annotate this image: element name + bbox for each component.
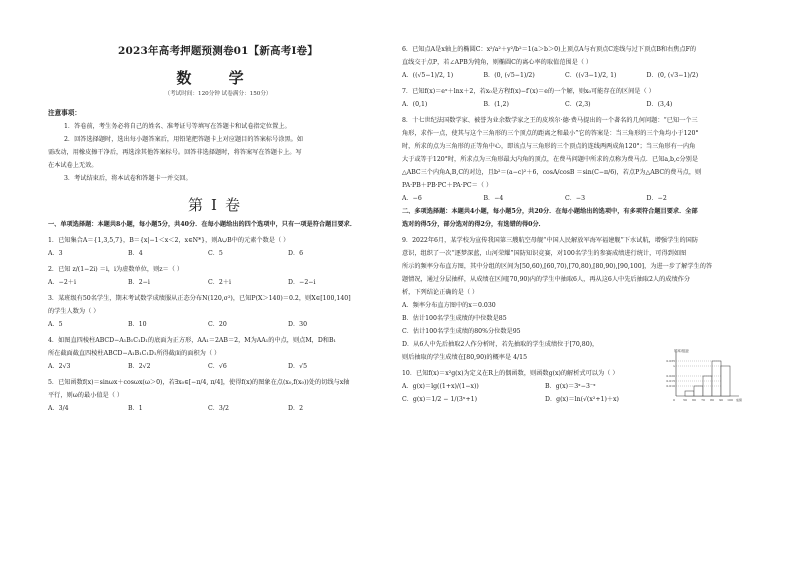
option: A．5 [48,321,63,328]
option: C．−3 [565,195,586,202]
x-tick-label: 100 [727,398,733,402]
option: C．估计100名学生成绩的80%分位数是95 [402,328,521,335]
option: B．4 [128,250,143,257]
options-row [402,192,748,205]
option: D．g(x)＝ln(√(x²+1)＋x) [545,396,619,403]
question-3 [48,292,388,331]
notice-item: 3．考试结束后，将本试卷和答题卡一并交回。 [64,175,192,182]
option: C．3/2 [208,405,229,412]
question-stem: 10．已知f(x)＝x²g(x)为定义在R上的偶函数，则函数g(x)的解析式可以为（ ） [402,370,619,377]
question-line: △ABC三个内角A,B,C的对边，且b²＝(a−c)²＋6，cosA/cosB ＝sin(C−π/6)，若点P为△ABC的费马点，则 [402,169,702,176]
question-6 [402,43,748,82]
x-tick-label: 90 [719,398,723,402]
option: B．−4 [483,195,504,202]
question-stem: 5．已知函数f(x)＝sinωx＋cosωx(ω＞0)，若∃x₀∈[−π/4, π/4]，使得f(x)的图象在点(x₀,f(x₀))处的切线与x轴 [48,379,350,386]
question-stem: 4．如图直四棱柱ABCD−A₁B₁C₁D₁的底面为正方形，AA₁＝2AB＝2，M为AA₁的中点，则点M，D和B₁ [48,337,337,344]
option: C．5 [208,250,223,257]
option: D．2 [288,405,304,412]
option: B．(1,2) [483,101,509,108]
notice-heading: 注意事项： [48,109,81,117]
option: B．估计100名学生成绩的中位数是85 [402,315,507,322]
option: A．2√3 [48,363,71,370]
options-row [48,402,388,415]
question-stem: 2．已知 z/(1−2i) ＝i，i为虚数单位，则z＝（ ） [48,266,184,273]
options-row [402,69,748,82]
x-tick-label: 成绩 [735,398,743,402]
question-line: 题情况，通过分层抽样，从成绩在区间[70,90)内的学生中抽取6人，再从这6人中先后抽取2人的成绩作分 [402,276,691,283]
question-line: 意识，组织了一次“逐梦深蓝，山河荣耀”国防知识竞赛，对100名学生的参赛成绩进行统计，可得到如图 [402,250,687,257]
volume-title: 第Ⅰ卷 [188,196,248,214]
option: B．2−i [128,279,150,286]
question-line: 所示的频率分布直方图，其中分组的区间为[50,60),[60,70),[70,80),[80,90),[90,100]，为进一步了解学生的答 [402,263,713,270]
x-tick-label: 80 [710,398,714,402]
option: B．g(x)＝3ˣ−3⁻ˣ [545,383,596,390]
question-stem-cont: 的学生人数为（ ） [48,308,100,315]
x-tick-label: 50 [683,398,687,402]
notice-item: 1．答卷前，考生务必将自己的姓名、准考证号等填写在答题卡和试卷指定位置上。 [64,123,291,130]
x-tick-label: 60 [692,398,696,402]
option: D．(3,4) [646,101,673,108]
option: A．(0,1) [402,101,428,108]
option: A．3/4 [48,405,69,412]
option: B．1 [128,405,143,412]
question-stem: 8．十七世纪法国数学家、被誉为业余数学家之王的皮埃尔·德·费马提出的一个著名的几何问题：“已知一个三 [402,117,698,124]
histogram-bar [721,366,730,396]
histogram-bar [685,391,694,396]
option: D．30 [288,321,308,328]
notice-item: 需改动，用橡皮擦干净后，再选涂其他答案标号。回答非选择题时，将答案写在答题卡上。写 [48,149,302,156]
question-stem: 7．已知f(x)＝eˣ＋lnx＋2，若x₀是方程f(x)−f′(x)＝e的一个解，则x₀可能存在的区间是（ ） [402,88,655,95]
option: A．−2＋i [48,279,76,286]
y-tick-label: x [673,364,675,368]
option: D．6 [288,250,304,257]
option: A．((√5−1)/2, 1) [402,72,454,79]
option: C．2＋i [208,279,232,286]
option: B．(0, (√5−1)/2) [483,72,535,79]
question-line: PA·PB＋PB·PC＋PA·PC＝（ ） [402,182,493,189]
option: C．g(x)＝1/2 − 1/(3ˣ+1) [402,396,477,403]
question-8 [402,114,748,205]
question-stem-cont: 所在截面截直四棱柱ABCD−A₁B₁C₁D₁所得截面的面积为（ ） [48,350,221,357]
option: C．20 [208,321,227,328]
question-9 [402,234,748,364]
question-line: 角形，求作一点，使其与这个三角形的三个顶点的距离之和最小”它的答案是：当三角形的三个角均小于120° [402,130,699,137]
option: D．√5 [288,363,308,370]
option: C．(2,3) [565,101,591,108]
histogram-bar [712,361,721,396]
section2-heading-cont: 选对的得5分，部分选对的得2分，有选错的得0分． [402,221,545,228]
options-row [48,360,388,373]
option: D．从6人中先后抽取2人作分析时，若先抽取的学生成绩位于[70,80)， [402,341,599,348]
notice-item: 2．回答选择题时，选出每小题答案后，用铅笔把答题卡上对应题目的答案标号涂黑。如 [64,136,304,143]
option-cont: 则后抽取的学生成绩在[80,90)的概率是 4/15 [402,354,528,361]
y-axis-label: 频率/组距 [674,349,689,353]
question-line: 大于或等于120°时，所求点为三角形最大内角的顶点，在费马问题中所求的点称为费马点．已知a,b,c分别是 [402,156,699,163]
option: A．3 [48,250,63,257]
question-5 [48,376,388,415]
option: B．10 [128,321,147,328]
option: D．−2 [646,195,667,202]
question-7 [402,85,748,111]
option: B．2√2 [128,363,151,370]
option: A．−6 [402,195,422,202]
question-1 [48,234,388,260]
question-line: 9．2022年6月，某学校为宣传我国第三艘航空母舰“中国人民解放军海军福建舰”下水试航，增强学生的国防 [402,237,699,244]
option: D．−2−i [288,279,316,286]
option: D．(0, (√3−1)/2) [646,72,699,79]
notice-item: 在本试卷上无效。 [48,162,98,169]
x-tick-label: 70 [701,398,705,402]
options-row [48,247,388,260]
question-4 [48,334,388,373]
section2-heading: 二、多项选择题：本题共4小题，每小题5分，共20分．在每小题给出的选项中，有多项符合题目要求．全部 [402,208,698,215]
frequency-histogram [660,346,745,404]
exam-title: 2023年高考押题预测卷01【新高考Ⅰ卷】 [118,45,318,57]
question-line: 时，所求的点为三角形的正等角中心，即该点与三角形的三个顶点的连线两两成角120°；当三角形有一内角 [402,143,696,150]
options-row [402,98,748,111]
subject-title: 数 学 [176,69,260,87]
question-stem: 6．已知点A是x轴上的椭圆C：x²/a²＋y²/b²＝1(a＞b＞0)上顶点A与右顶点C连线与过下顶点B和右焦点F的 [402,46,697,53]
question-stem-cont: 平行，则ω的最小值是（ ） [48,392,124,399]
y-tick-label: 0.020 [666,374,675,378]
histogram-bar [694,386,703,396]
y-tick-label: 0.010 [666,384,675,388]
question-stem: 1．已知集合A＝{1,3,5,7}，B＝{x|−1＜x＜2，x∈N*}，则A∪B中的元素个数是（ ） [48,237,290,244]
options-row [48,276,388,289]
option: C．((√3−1)/2, 1) [565,72,617,79]
left-column [48,40,388,415]
question-stem-cont: 直线交于点P，若∠APB为钝角，则椭圆C的离心率的取值范围是（ ） [402,59,593,66]
question-2 [48,263,388,289]
exam-meta: （考试时间：120分钟 试卷满分：150分） [164,91,272,97]
y-tick-label: 0.035 [666,359,675,363]
option: A．频率分布直方图中的x＝0.030 [402,302,496,309]
options-row [48,318,388,331]
question-line: 析，下列结论正确的是（ ） [402,289,479,296]
y-tick-label: 0.015 [666,379,675,383]
option: A．g(x)＝lg((1+x)/(1−x)) [402,383,479,390]
question-stem: 3．某班级有50名学生，期末考试数学成绩服从正态分布N(120,σ²)，已知P(X＞140)＝0.2，则X∈[100,140] [48,295,351,302]
x-tick-label: 0 [673,398,675,402]
section1-heading: 一、单项选择题：本题共8小题，每小题5分，共40分．在每小题给出的四个选项中，只有一项是符合题目要求． [48,221,357,228]
option: C．√6 [208,363,227,370]
